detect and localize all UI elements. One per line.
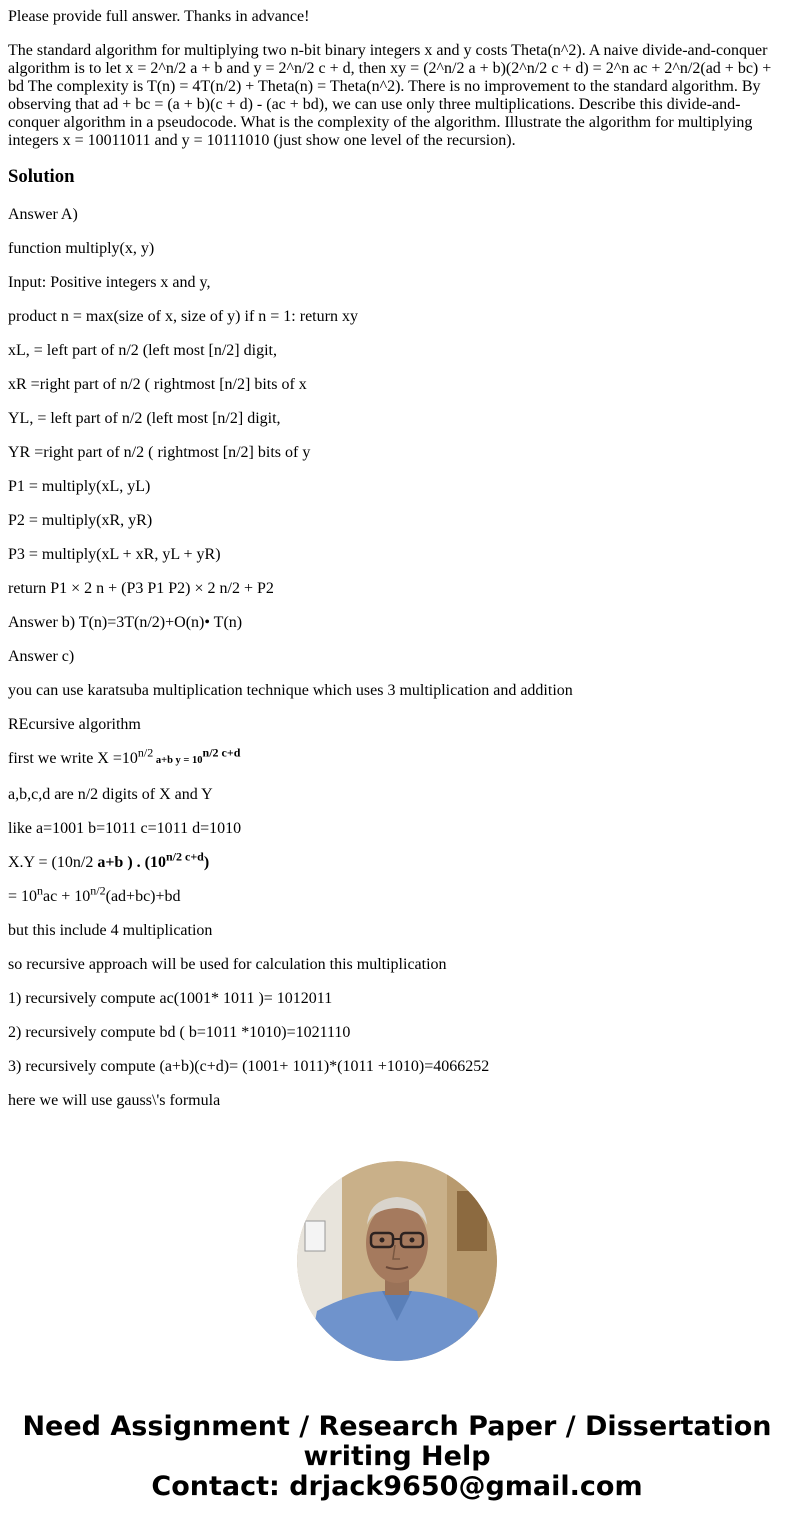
solution-line: here we will use gauss\'s formula xyxy=(8,1092,221,1109)
formula-xy-product: X.Y = (10n/2 a+b ) . $(10^{n/2 c+d})$ xyxy=(8,849,210,871)
solution-line: xL, = left part of n/2 (left most [n/2] digit, xyxy=(8,342,277,359)
solution-lines-b xyxy=(8,786,786,838)
author-avatar xyxy=(297,1161,497,1361)
solution-line: xR =right part of n/2 ( rightmost [n/2] bits of x xyxy=(8,376,307,393)
question-body: The standard algorithm for multiplying two n-bit binary integers x and y costs Theta(n^2). A naive divide-and-conquer algorithm is to let x = 2^n/2 a + b and y = 2^n/2 c + d, then xy = (2^n/2 a + b)(2^n/2 c + d) = 2^n ac + 2^n/2(ad + bc) + bd The complexity is T(n) = 4T(n/2) + Theta(n) = Theta(n^2). There is no improvement to the standard algorithm. By observing that ad + bc = (a + b)(c + d) - (ac + bd), we can use only three multiplications. Describe this divide-and-conquer algorithm in a pseudocode. What is the complexity of the algorithm. Illustrate the algorithm for multiplying integers x = 10011011 and y = 10111010 (just show one level of the recursion). xyxy=(8,42,772,149)
solution-line: Input: Positive integers x and y, xyxy=(8,274,211,291)
formula-x-definition: first we write $X =10^{n/2}$ a+b $y = 10^{n/2 c+d}$ xyxy=(8,745,241,767)
solution-line: return P1 × 2 n + (P3 P1 P2) × 2 n/2 + P2 xyxy=(8,580,274,597)
solution-line: but this include 4 multiplication xyxy=(8,922,213,939)
formula-expansion: = $10^nac + 10^{n/2}(ad+bc)+bd$ xyxy=(8,883,181,905)
solution-line: YR =right part of n/2 ( rightmost [n/2] bits of y xyxy=(8,444,311,461)
footer-contact: Contact: drjack9650@gmail.com xyxy=(151,1471,643,1502)
author-photo xyxy=(297,1161,497,1361)
solution-line: a,b,c,d are n/2 digits of X and Y xyxy=(8,786,213,803)
solution-line: product n = max(size of x, size of y) if n = 1: return xy xyxy=(8,308,358,325)
solution-line: P3 = multiply(xL + xR, yL + yR) xyxy=(8,546,221,563)
solution-line: 2) recursively compute bd ( b=1011 *1010)=1021110 xyxy=(8,1024,351,1041)
footer-banner xyxy=(0,1412,794,1502)
document xyxy=(0,8,794,1110)
solution-line: you can use karatsuba multiplication technique which uses 3 multiplication and addition xyxy=(8,682,573,699)
solution-line: Answer A) xyxy=(8,206,78,223)
solution-line: Answer b) T(n)=3T(n/2)+O(n)• T(n) xyxy=(8,614,243,631)
question-request: Please provide full answer. Thanks in advance! xyxy=(8,8,310,25)
footer-line-2: writing Help xyxy=(303,1441,491,1472)
solution-line: Answer c) xyxy=(8,648,75,665)
solution-line: P1 = multiply(xL, yL) xyxy=(8,478,151,495)
solution-line: P2 = multiply(xR, yR) xyxy=(8,512,153,529)
solution-line: 1) recursively compute ac(1001* 1011 )= 1012011 xyxy=(8,990,333,1007)
solution-line: like a=1001 b=1011 c=1011 d=1010 xyxy=(8,820,242,837)
solution-line: function multiply(x, y) xyxy=(8,240,155,257)
solution-line: YL, = left part of n/2 (left most [n/2] digit, xyxy=(8,410,281,427)
solution-line: so recursive approach will be used for calculation this multiplication xyxy=(8,956,447,973)
solution-heading: Solution xyxy=(8,166,75,187)
solution-lines-c xyxy=(8,922,786,1110)
solution-line: REcursive algorithm xyxy=(8,716,141,733)
solution-line: 3) recursively compute (a+b)(c+d)= (1001+ 1011)*(1011 +1010)=4066252 xyxy=(8,1058,490,1075)
solution-lines-a xyxy=(8,206,786,734)
footer-line-1: Need Assignment / Research Paper / Dissertation xyxy=(22,1411,772,1442)
